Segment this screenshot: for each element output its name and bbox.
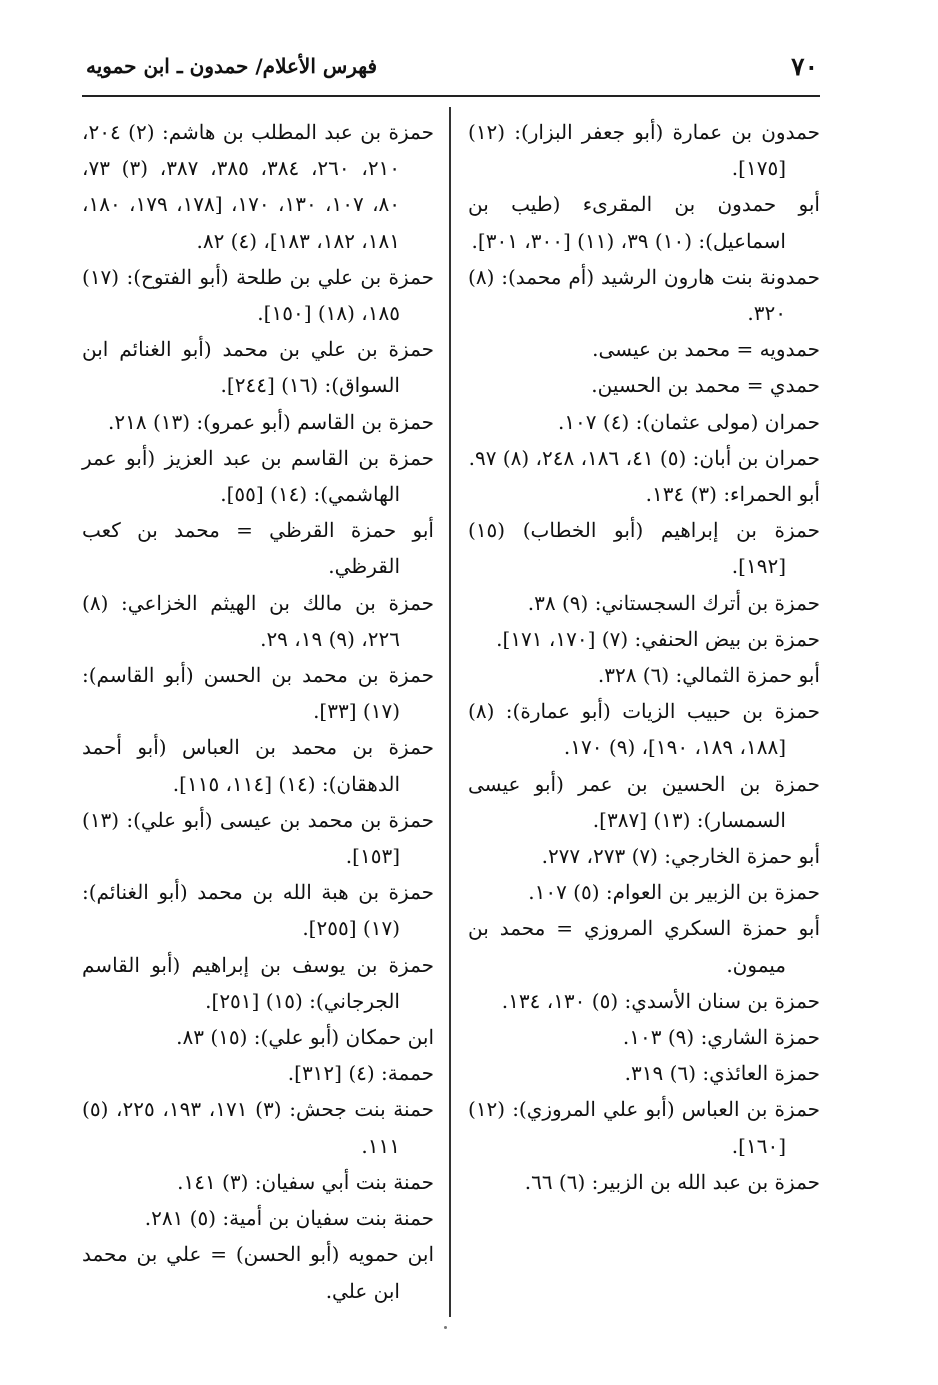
index-entry: حمزة بن الزبير بن العوام: (٥) ١٠٧.: [528, 880, 820, 905]
index-entry: أبو حمدون بن المقرىء (طيب بن اسماعيل): (١٠) ٣٩، (١١) [٣٠٠، ٣٠١].: [468, 192, 820, 253]
index-entry: أبو حمزة القرظي = محمد بن كعب القرظي.: [82, 518, 434, 579]
index-entry: حمنة بنت أبي سفيان: (٣) ١٤١.: [177, 1169, 434, 1194]
index-entry: حمزة بن هبة الله بن محمد (أبو الغنائم): (١٧) [٢٥٥].: [82, 880, 435, 941]
running-title: فهرس الأعلام/ حمدون ـ ابن حمويه: [86, 54, 378, 78]
index-entry: حمزة بن مالك بن الهيثم الخزاعي: (٨) ٢٢٦، (٩) ١٩، ٢٩.: [82, 590, 434, 651]
index-entry: حمدونة بنت هارون الرشيد (أم محمد): (٨) ٣٢٠.: [468, 264, 820, 326]
index-entry: حمزة بن أترك السجستاني: (٩) ٣٨.: [527, 590, 820, 615]
index-entry: أبو الحمراء: (٣) ١٣٤.: [645, 482, 820, 507]
index-entry: حمران بن أبان: (٥) ٤١، ١٨٦، ٢٤٨، (٨) ٩٧.: [468, 445, 820, 470]
index-entry: حمزة بن يوسف بن إبراهيم (أبو القاسم الجرجاني): (١٥) [٢٥١].: [82, 952, 434, 1013]
index-entry: حمزة الشاري: (٩) ١٠٣.: [622, 1025, 820, 1050]
index-entry: حمزة بن حبيب الزيات (أبو عمارة): (٨) [١٨٨، ١٨٩، ١٩٠]، (٩) ١٧٠.: [468, 699, 820, 760]
index-entry: حمزة بن عبد المطلب بن هاشم: (٢) ٢٠٤، ٢١٠، ٢٦٠، ٣٨٤، ٣٨٥، ٣٨٧، (٣) ٧٣، ٨٠، ١٠٧، ١٣٠، ١٧٠، [١٧٨، ١٧٩، ١٨٠، ١٨١، ١٨٢، ١٨٣]، (٤) ٨٢.: [82, 120, 434, 253]
header-rule: [82, 95, 820, 97]
index-entry: حمزة بن علي بن محمد (أبو الغنائم ابن السواق): (١٦) [٢٤٤].: [82, 337, 434, 398]
index-entry: ابن حمويه (أبو الحسن) = علي بن محمد ابن علي.: [82, 1242, 434, 1303]
index-entry: حممة: (٤) [٣١٢].: [287, 1061, 434, 1086]
index-column-right: [468, 114, 820, 1200]
index-entry: أبو حمزة السكري المروزي = محمد بن ميمون.: [468, 916, 820, 977]
index-entry: حمزة بن الحسين بن عمر (أبو عيسى السمسار): (١٣) [٣٨٧].: [468, 771, 820, 832]
index-entry: أبو حمزة الثمالي: (٦) ٣٢٨.: [597, 663, 820, 688]
index-entry: حمزة بن العباس (أبو علي المروزي): (١٢) [١٦٠].: [468, 1097, 820, 1158]
page-header: [82, 46, 820, 92]
index-entry: أبو حمزة الخارجي: (٧) ٢٧٣، ٢٧٧.: [541, 844, 820, 869]
column-divider: [449, 107, 451, 1317]
index-entry: حمدي = محمد بن الحسين.: [591, 373, 820, 398]
index-entry: حمزة العائذي: (٦) ٣١٩.: [624, 1061, 820, 1086]
index-entry: حمنة بنت جحش: (٣) ١٧١، ١٩٣، ٢٢٥، (٥) ١١١.: [82, 1097, 434, 1158]
index-entry: حمدويه = محمد بن عيسى.: [592, 337, 820, 362]
index-entry: حمزة بن علي بن طلحة (أبو الفتوح): (١٧) ١٨٥، (١٨) [١٥٠].: [82, 264, 434, 326]
index-entry: حمزة بن سنان الأسدي: (٥) ١٣٠، ١٣٤.: [501, 988, 820, 1013]
index-entry: حمنة بنت سفيان بن أمية: (٥) ٢٨١.: [144, 1206, 434, 1231]
index-column-left: [82, 114, 434, 1309]
index-entry: حمزة بن القاسم (أبو عمرو): (١٣) ٢١٨.: [108, 409, 434, 434]
index-entry: حمدون بن عمارة (أبو جعفر البزار): (١٢) [١٧٥].: [468, 120, 820, 181]
page-dot: [444, 1326, 447, 1329]
index-entry: حمزة بن بيض الحنفي: (٧) [١٧٠، ١٧١].: [496, 626, 820, 651]
page-number: ٧٠: [791, 52, 818, 81]
index-entry: حمزة بن إبراهيم (أبو الخطاب) (١٥) [١٩٢].: [468, 518, 820, 579]
index-entry: حمران (مولى عثمان): (٤) ١٠٧.: [557, 409, 820, 434]
index-entry: حمزة بن محمد بن عيسى (أبو علي): (١٣) [١٥٣].: [82, 807, 434, 869]
index-entry: حمزة بن القاسم بن عبد العزيز (أبو عمر الهاشمي): (١٤) [٥٥].: [82, 445, 434, 507]
index-entry: حمزة بن محمد بن الحسن (أبو القاسم): (١٧) [٣٣].: [82, 663, 434, 724]
index-entry: حمزة بن محمد بن العباس (أبو أحمد الدهقان): (١٤) [١١٤، ١١٥].: [82, 735, 434, 796]
index-entry: ابن حمكان (أبو علي): (١٥) ٨٣.: [176, 1025, 434, 1050]
index-entry: حمزة بن عبد الله بن الزبير: (٦) ٦٦.: [524, 1169, 820, 1194]
